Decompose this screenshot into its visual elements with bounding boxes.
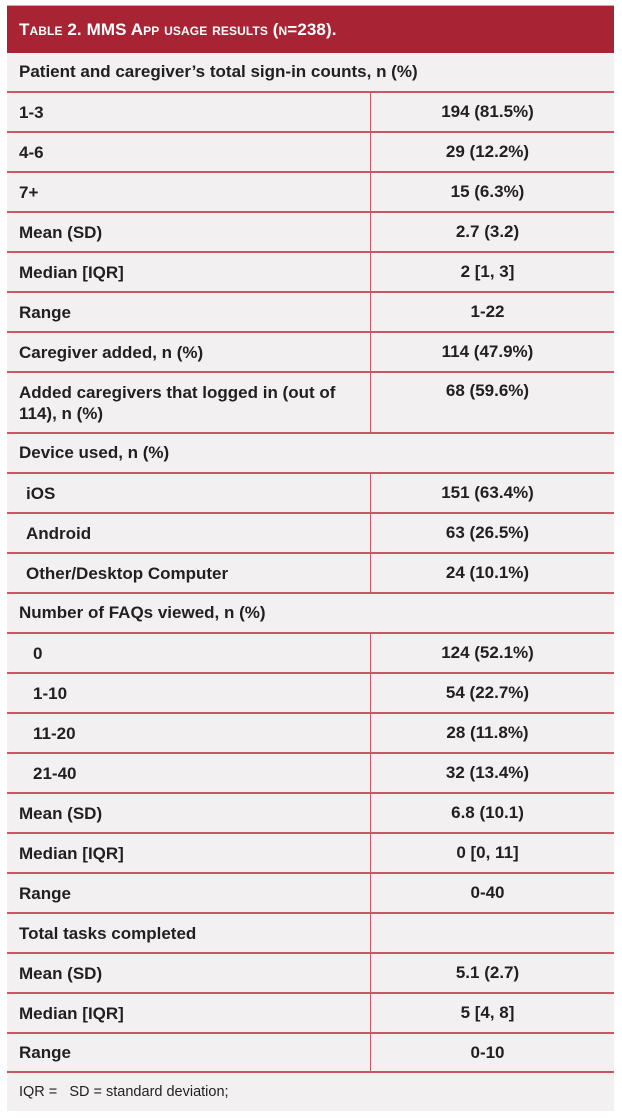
row-value: 5 [4, 8]: [370, 994, 614, 1032]
table-row: [7, 213, 614, 253]
table-row: [7, 714, 614, 754]
table-row: [7, 874, 614, 914]
row-label: Range: [19, 883, 71, 903]
row-value: 68 (59.6%): [370, 373, 614, 432]
row-value: 151 (63.4%): [370, 474, 614, 512]
table-row: [7, 554, 614, 594]
section-heading-label: Device used, n (%): [19, 443, 170, 462]
section-heading-total-tasks: [7, 914, 614, 954]
row-value: 63 (26.5%): [370, 514, 614, 552]
table-row: [7, 994, 614, 1034]
results-table: [7, 5, 614, 1111]
section-heading-sign-in-counts: [7, 53, 614, 93]
table-row: [7, 333, 614, 373]
footnote-text: IQR = SD = standard deviation;: [19, 1084, 229, 1100]
table-footnote: [7, 1073, 614, 1111]
section-heading-label: Number of FAQs viewed, n (%): [19, 603, 266, 622]
table-row: [7, 133, 614, 173]
row-value: 2 [1, 3]: [370, 253, 614, 291]
table-row: [7, 474, 614, 514]
table-row: [7, 954, 614, 994]
row-label: Android: [26, 523, 92, 543]
table-row: [7, 794, 614, 834]
row-label: Mean (SD): [19, 803, 103, 823]
table-row: [7, 293, 614, 333]
row-value: 0-10: [370, 1034, 614, 1071]
section-heading-faqs-viewed: [7, 594, 614, 634]
row-value: 0-40: [370, 874, 614, 912]
table-title-bar: [7, 5, 614, 53]
row-value: 124 (52.1%): [370, 634, 614, 672]
row-label: Added caregivers that logged in (out of 114), n (%): [19, 382, 336, 423]
row-value: 5.1 (2.7): [370, 954, 614, 992]
table-row: [7, 1034, 614, 1073]
row-value: 114 (47.9%): [370, 333, 614, 371]
table-row: [7, 173, 614, 213]
row-value: 32 (13.4%): [370, 754, 614, 792]
row-value: 0 [0, 11]: [370, 834, 614, 872]
row-label: Median [IQR]: [19, 262, 124, 282]
table-row: [7, 93, 614, 133]
row-label: 1-3: [19, 102, 44, 122]
row-label: Median [IQR]: [19, 843, 124, 863]
section-heading-value: [370, 914, 614, 952]
row-label: iOS: [26, 483, 56, 503]
table-row: [7, 634, 614, 674]
row-label: Mean (SD): [19, 222, 103, 242]
row-value: 2.7 (3.2): [370, 213, 614, 251]
row-value: 29 (12.2%): [370, 133, 614, 171]
table-row: [7, 373, 614, 434]
row-label: Range: [19, 1043, 71, 1062]
row-label: 11-20: [33, 723, 76, 743]
row-label: Range: [19, 302, 71, 322]
row-label: 1-10: [33, 683, 68, 703]
row-label: Median [IQR]: [19, 1003, 124, 1023]
table-row: [7, 674, 614, 714]
section-heading-label: Patient and caregiver’s total sign-in counts, n (%): [19, 62, 418, 81]
row-value: 24 (10.1%): [370, 554, 614, 592]
table-row: [7, 253, 614, 293]
row-label: Caregiver added, n (%): [19, 342, 204, 362]
row-value: 15 (6.3%): [370, 173, 614, 211]
row-label: 0: [33, 643, 43, 663]
row-label: Other/Desktop Computer: [26, 563, 229, 583]
row-value: 194 (81.5%): [370, 93, 614, 131]
table-row: [7, 514, 614, 554]
table-row: [7, 834, 614, 874]
row-value: 28 (11.8%): [370, 714, 614, 752]
row-label: 4-6: [19, 142, 44, 162]
table-row: [7, 754, 614, 794]
row-value: 54 (22.7%): [370, 674, 614, 712]
row-value: 6.8 (10.1): [370, 794, 614, 832]
row-label: 21-40: [33, 763, 77, 783]
section-heading-label: Total tasks completed: [19, 923, 197, 943]
table-title: Table 2. MMS App usage results (n=238).: [19, 19, 337, 39]
section-heading-device-used: [7, 434, 614, 474]
row-label: Mean (SD): [19, 963, 103, 983]
row-label: 7+: [19, 182, 39, 202]
row-value: 1-22: [370, 293, 614, 331]
